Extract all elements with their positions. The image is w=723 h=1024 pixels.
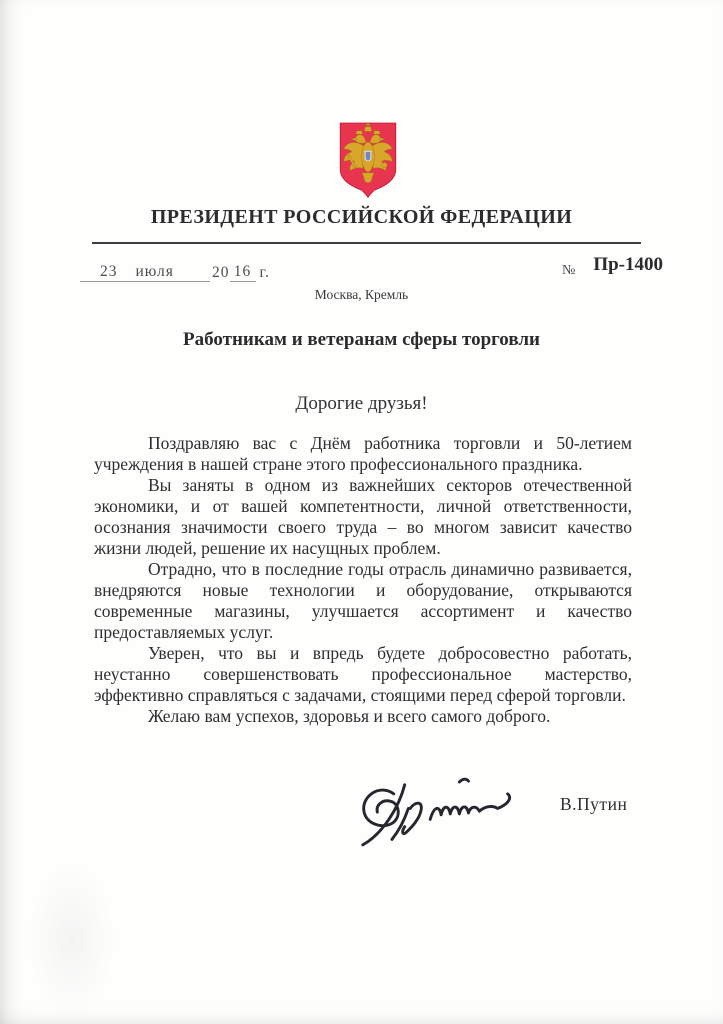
date-year-blank — [230, 263, 256, 282]
numero-sign: № — [561, 263, 576, 278]
letter-salutation: Дорогие друзья! — [295, 393, 428, 414]
document-number: Пр-1400 — [593, 254, 663, 275]
paragraph: Уверен, что вы и впредь будете добросовестно работать, неустанно совершенствовать профессиональное мастерство, эффективно справляться с задачами, стоящими перед сферой торговли. — [94, 643, 632, 705]
handwritten-signature-icon — [350, 772, 545, 854]
signatory-name: В.Путин — [560, 794, 628, 814]
date-year-suffix: г. — [259, 264, 270, 281]
date-field — [80, 263, 270, 282]
document-number-field — [561, 254, 663, 280]
coat-of-arms-russia-icon — [334, 116, 402, 205]
coat-of-arms-svg — [334, 116, 402, 200]
letter-body — [94, 433, 632, 727]
letter-addressee: Работникам и ветеранам сферы торговли — [183, 329, 540, 350]
letterhead-divider — [92, 242, 641, 244]
scan-artifact — [26, 862, 116, 1018]
date-day: 23 — [100, 263, 118, 280]
issue-place: Москва, Кремль — [314, 287, 409, 302]
paragraph: Желаю вам успехов, здоровья и всего самого доброго. — [148, 706, 551, 726]
date-month: июля — [135, 263, 174, 280]
paragraph: Отрадно, что в последние годы отрасль динамично развивается, внедряются новые технологии и оборудование, открываются современные магазины, улучшается ассортимент и качество предоставляемых услуг. — [94, 559, 632, 642]
date-year-prefix: 20 — [212, 264, 230, 281]
letterhead-title: ПРЕЗИДЕНТ РОССИЙСКОЙ ФЕДЕРАЦИИ — [150, 206, 573, 228]
date-number-row — [80, 252, 685, 282]
emblem-center-shield — [365, 151, 371, 161]
paragraph: Вы заняты в одном из важнейших секторов отечественной экономики, и от вашей компетентности, личной ответственности, осознания значимости своего труда – во многом зависит качество жизни людей, решение их насущных проблем. — [94, 475, 632, 558]
paragraph: Поздравляю вас с Днём работника торговли и 50-летием учреждения в нашей стране этого профессионального праздника. — [94, 433, 632, 474]
date-year: 16 — [233, 263, 252, 280]
signature-block — [0, 770, 723, 860]
date-day-month-blank — [80, 263, 210, 282]
